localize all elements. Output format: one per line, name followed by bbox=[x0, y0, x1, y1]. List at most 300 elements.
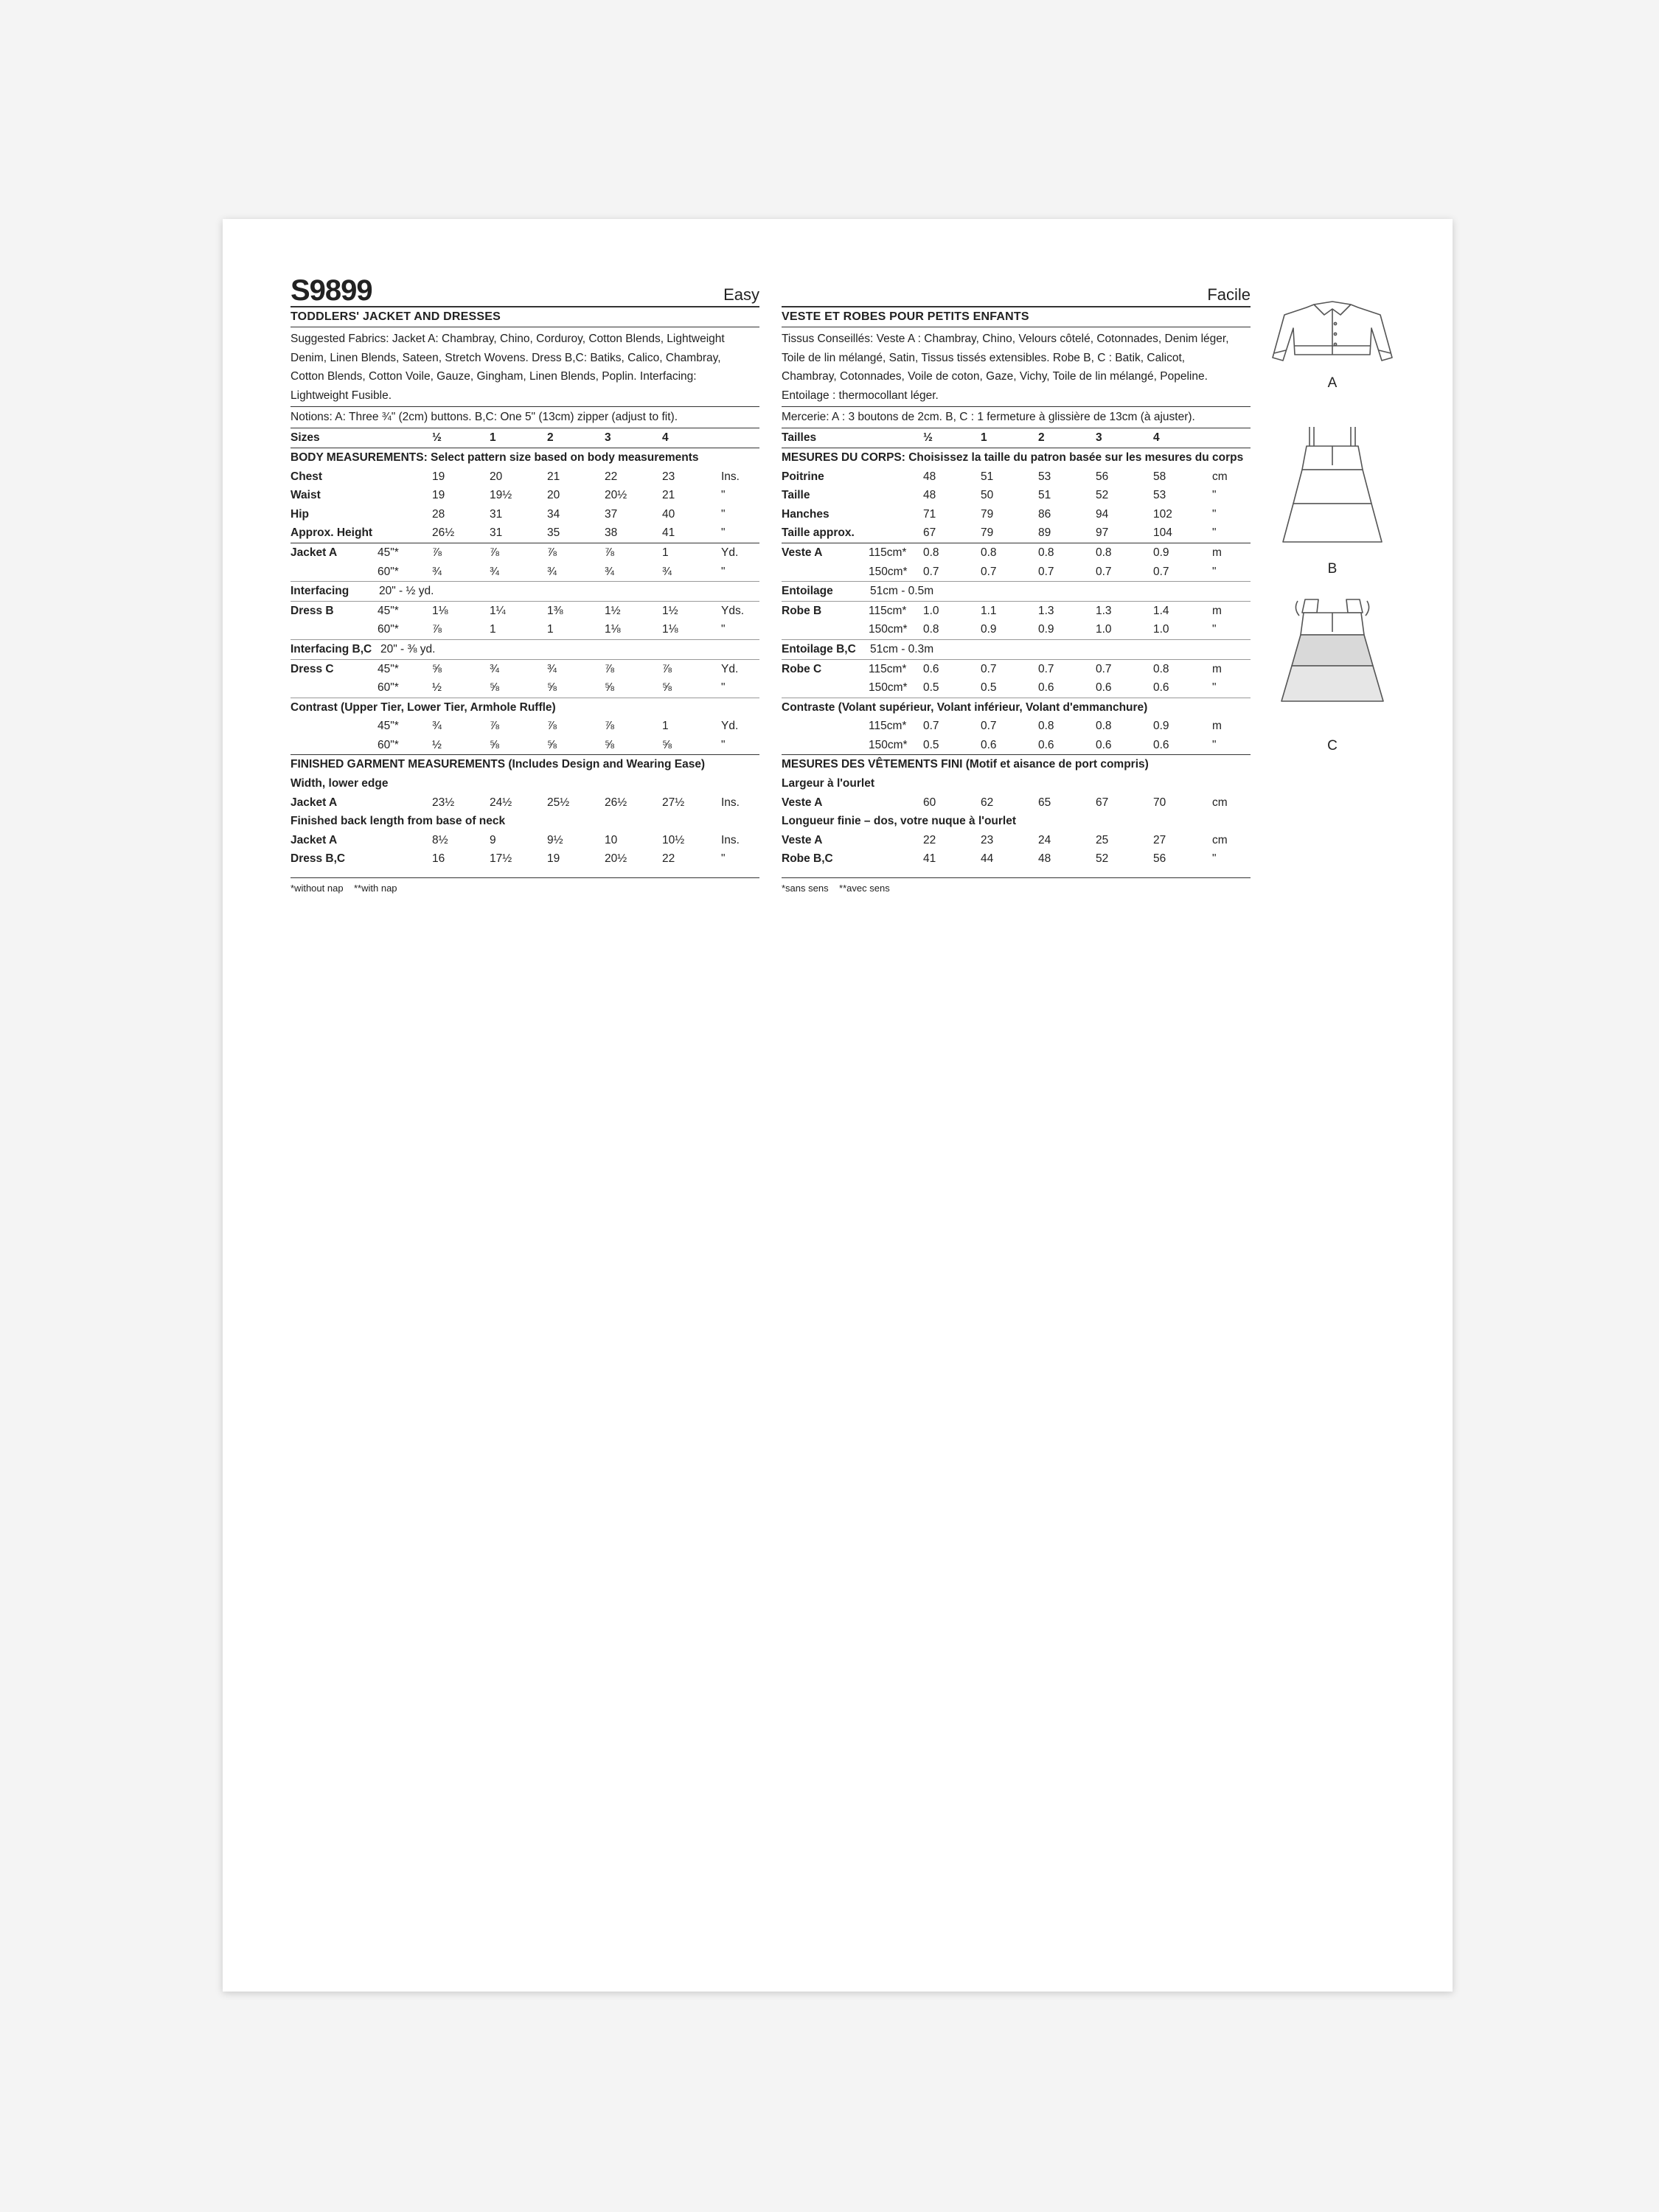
cell-value: 0.9 bbox=[981, 623, 997, 636]
row-label: Dress C bbox=[291, 662, 334, 675]
pattern-title: VESTE ET ROBES POUR PETITS ENFANTS bbox=[782, 307, 1251, 327]
cell-value: 1⅛ bbox=[662, 623, 678, 636]
cell-value: 16 bbox=[432, 852, 445, 866]
row-label: Approx. Height bbox=[291, 526, 373, 540]
cell-value: 20 bbox=[547, 489, 560, 502]
cell-value: 67 bbox=[1096, 796, 1109, 809]
size-column: 4 bbox=[1153, 431, 1160, 445]
cell-value: Yds. bbox=[721, 604, 745, 617]
cell-value: 23 bbox=[981, 833, 994, 846]
table-row bbox=[782, 660, 1251, 679]
size-column: ½ bbox=[432, 431, 442, 445]
table-row bbox=[782, 582, 1251, 601]
cell-value: 20½ bbox=[605, 489, 627, 502]
cell-value: ⅝ bbox=[432, 662, 442, 675]
cell-value: 150cm* bbox=[869, 623, 908, 636]
cell-value: 21 bbox=[547, 470, 560, 483]
cell-value: 0.6 bbox=[923, 662, 939, 675]
cell-value: 17½ bbox=[490, 852, 512, 866]
cell-value: 21 bbox=[662, 489, 675, 502]
cell-value: 0.7 bbox=[1038, 662, 1054, 675]
view-label-c: C bbox=[1327, 738, 1338, 754]
view-label-b: B bbox=[1327, 561, 1338, 577]
cell-value: 60 bbox=[923, 796, 936, 809]
dress-b-illustration bbox=[1270, 424, 1395, 554]
french-column bbox=[782, 276, 1251, 894]
cell-value: ½ bbox=[432, 738, 442, 751]
cell-value: " bbox=[1212, 681, 1217, 695]
cell-value: ⅞ bbox=[432, 623, 442, 636]
body-measurements-title bbox=[782, 448, 1251, 467]
section-title: MESURES DES VÊTEMENTS FINI (Motif et aisance de port compris) bbox=[782, 758, 1149, 771]
cell-value: 0.5 bbox=[923, 681, 939, 695]
cell-value: 0.8 bbox=[1096, 720, 1112, 733]
size-column: 3 bbox=[1096, 431, 1102, 445]
cell-value: 52 bbox=[1096, 489, 1109, 502]
cell-value: 0.8 bbox=[923, 546, 939, 559]
table-row bbox=[782, 831, 1251, 850]
cell-value: 60"* bbox=[378, 565, 399, 578]
cell-value: m bbox=[1212, 662, 1222, 675]
cell-value: 51cm - 0.5m bbox=[870, 585, 934, 598]
finished-measurements-title bbox=[291, 755, 759, 774]
cell-value: ¾ bbox=[490, 662, 499, 675]
table-row bbox=[291, 736, 759, 755]
finished-measurements bbox=[782, 754, 1251, 869]
cell-value: ⅞ bbox=[662, 662, 672, 675]
row-label: Robe C bbox=[782, 662, 822, 675]
table-row bbox=[782, 505, 1251, 524]
cell-value: " bbox=[1212, 565, 1217, 578]
cell-value: m bbox=[1212, 604, 1222, 617]
cell-value: 31 bbox=[490, 507, 503, 521]
cell-value: 27 bbox=[1153, 833, 1166, 846]
fabrics-line: Entoilage : thermocollant léger. bbox=[782, 389, 939, 402]
cell-value: ¾ bbox=[605, 565, 614, 578]
cell-value: 1⅜ bbox=[547, 604, 563, 617]
cell-value: 79 bbox=[981, 526, 994, 540]
cell-value: 45"* bbox=[378, 662, 399, 675]
cell-value: ⅝ bbox=[662, 738, 672, 751]
cell-value: ¾ bbox=[662, 565, 672, 578]
header bbox=[291, 276, 759, 307]
cell-value: 1¼ bbox=[490, 604, 506, 617]
cell-value: 67 bbox=[923, 526, 936, 540]
cell-value: 60"* bbox=[378, 738, 399, 751]
sizes-header bbox=[291, 428, 759, 448]
sizes-header bbox=[782, 428, 1251, 448]
table-row bbox=[782, 793, 1251, 813]
width-subtitle bbox=[291, 774, 759, 793]
yardage-group bbox=[782, 543, 1251, 581]
notions: Mercerie: A : 3 boutons de 2cm. B, C : 1 fermeture à glissière de 13cm (à ajuster). bbox=[782, 406, 1251, 428]
yardage-group bbox=[782, 601, 1251, 639]
finished-measurements-title bbox=[782, 755, 1251, 774]
cell-value: 53 bbox=[1038, 470, 1051, 483]
yardage-group-title bbox=[782, 698, 1251, 717]
cell-value: 35 bbox=[547, 526, 560, 540]
row-label: Interfacing bbox=[291, 585, 349, 598]
table-row bbox=[291, 640, 759, 659]
table-row bbox=[291, 793, 759, 813]
row-label: Interfacing B,C bbox=[291, 642, 372, 655]
row-label: Taille approx. bbox=[782, 526, 855, 540]
width-subtitle bbox=[782, 774, 1251, 793]
cell-value: 62 bbox=[981, 796, 994, 809]
cell-value: ¾ bbox=[547, 565, 557, 578]
cell-value: 27½ bbox=[662, 796, 685, 809]
row-label: Dress B bbox=[291, 604, 334, 617]
cell-value: 45"* bbox=[378, 546, 399, 559]
cell-value: 0.8 bbox=[1096, 546, 1112, 559]
difficulty-level: Easy bbox=[723, 285, 759, 304]
cell-value: 10 bbox=[605, 833, 618, 846]
cell-value: 60"* bbox=[378, 623, 399, 636]
cell-value: 1.0 bbox=[1096, 623, 1112, 636]
suggested-fabrics bbox=[291, 327, 759, 406]
cell-value: 115cm* bbox=[869, 604, 907, 617]
size-column: 2 bbox=[547, 431, 554, 445]
yardage-group bbox=[291, 698, 759, 755]
row-label: Veste A bbox=[782, 796, 823, 809]
cell-value: 1.1 bbox=[981, 604, 997, 617]
table-row bbox=[291, 467, 759, 487]
cell-value: 50 bbox=[981, 489, 994, 502]
cell-value: 0.7 bbox=[1153, 565, 1169, 578]
cell-value: 0.9 bbox=[1038, 623, 1054, 636]
cell-value: Ins. bbox=[721, 833, 740, 846]
row-label: Robe B bbox=[782, 604, 822, 617]
cell-value: 0.6 bbox=[1096, 738, 1112, 751]
cell-value: ⅞ bbox=[605, 720, 614, 733]
cell-value: 0.6 bbox=[1096, 681, 1112, 695]
cell-value: 104 bbox=[1153, 526, 1172, 540]
cell-value: 0.6 bbox=[981, 738, 997, 751]
cell-value: 38 bbox=[605, 526, 618, 540]
cell-value: 0.6 bbox=[1153, 738, 1169, 751]
length-subtitle bbox=[782, 812, 1251, 831]
cell-value: 31 bbox=[490, 526, 503, 540]
table-row bbox=[782, 486, 1251, 505]
cell-value: " bbox=[721, 681, 726, 695]
table-row bbox=[782, 717, 1251, 736]
fabrics-line: Lightweight Fusible. bbox=[291, 389, 392, 402]
cell-value: 8½ bbox=[432, 833, 448, 846]
row-label: Dress B,C bbox=[291, 852, 346, 866]
cell-value: 1.3 bbox=[1038, 604, 1054, 617]
cell-value: Yd. bbox=[721, 720, 739, 733]
jacket-a-illustration bbox=[1270, 299, 1395, 378]
cell-value: 23 bbox=[662, 470, 675, 483]
cell-value: 115cm* bbox=[869, 546, 907, 559]
row-label: Taille bbox=[782, 489, 810, 502]
fabrics-line: Tissus Conseillés: Veste A : Chambray, Chino, Velours côtelé, Cotonnades, Denim léger, bbox=[782, 333, 1229, 345]
cell-value: ⅝ bbox=[662, 681, 672, 695]
cell-value: 0.7 bbox=[981, 565, 997, 578]
cell-value: 86 bbox=[1038, 507, 1051, 521]
cell-value: 0.6 bbox=[1153, 681, 1169, 695]
section-title: BODY MEASUREMENTS: Select pattern size based on body measurements bbox=[291, 451, 699, 464]
cell-value: " bbox=[1212, 489, 1217, 502]
cell-value: 37 bbox=[605, 507, 618, 521]
cell-value: 41 bbox=[662, 526, 675, 540]
cell-value: 0.7 bbox=[981, 662, 997, 675]
yardage-group-title bbox=[291, 698, 759, 717]
cell-value: 1 bbox=[490, 623, 496, 636]
yardage-group bbox=[291, 659, 759, 698]
row-label: Veste A bbox=[782, 833, 823, 846]
cell-value: 71 bbox=[923, 507, 936, 521]
cell-value: ⅝ bbox=[547, 738, 557, 751]
cell-value: 34 bbox=[547, 507, 560, 521]
cell-value: 65 bbox=[1038, 796, 1051, 809]
cell-value: 25 bbox=[1096, 833, 1109, 846]
size-column: 3 bbox=[605, 431, 611, 445]
cell-value: 0.7 bbox=[1096, 565, 1112, 578]
cell-value: 23½ bbox=[432, 796, 455, 809]
header bbox=[782, 276, 1251, 307]
cell-value: ⅞ bbox=[490, 720, 499, 733]
row-label: Entoilage bbox=[782, 585, 833, 598]
cell-value: cm bbox=[1212, 796, 1228, 809]
cell-value: 79 bbox=[981, 507, 994, 521]
cell-value: ⅞ bbox=[547, 720, 557, 733]
cell-value: Yd. bbox=[721, 546, 739, 559]
cell-value: m bbox=[1212, 720, 1222, 733]
cell-value: ⅝ bbox=[490, 681, 499, 695]
cell-value: 0.8 bbox=[923, 623, 939, 636]
cell-value: 150cm* bbox=[869, 681, 908, 695]
row-label: Veste A bbox=[782, 546, 823, 559]
cell-value: ¾ bbox=[547, 662, 557, 675]
row-label: Jacket A bbox=[291, 833, 338, 846]
measurement-tables bbox=[782, 428, 1251, 894]
table-row bbox=[291, 582, 759, 601]
cell-value: ⅞ bbox=[547, 546, 557, 559]
cell-value: 24 bbox=[1038, 833, 1051, 846]
cell-value: 115cm* bbox=[869, 662, 907, 675]
cell-value: 26½ bbox=[432, 526, 455, 540]
group-title: Contrast (Upper Tier, Lower Tier, Armhole Ruffle) bbox=[291, 700, 556, 714]
cell-value: 0.8 bbox=[981, 546, 997, 559]
subtitle: Largeur à l'ourlet bbox=[782, 777, 874, 790]
section-title: FINISHED GARMENT MEASUREMENTS (Includes Design and Wearing Ease) bbox=[291, 758, 706, 771]
cell-value: " bbox=[1212, 526, 1217, 540]
fabrics-line: Cotton Blends, Cotton Voile, Gauze, Gingham, Linen Blends, Poplin. Interfacing: bbox=[291, 370, 697, 383]
cell-value: 22 bbox=[662, 852, 675, 866]
fabrics-line: Denim, Linen Blends, Sateen, Stretch Wovens. Dress B,C: Batiks, Calico, Chambray, bbox=[291, 351, 721, 364]
row-label: Entoilage B,C bbox=[782, 642, 856, 655]
cell-value: ¾ bbox=[490, 565, 499, 578]
table-row bbox=[291, 602, 759, 621]
cell-value: 41 bbox=[923, 852, 936, 866]
cell-value: " bbox=[721, 565, 726, 578]
cell-value: 56 bbox=[1096, 470, 1109, 483]
table-row bbox=[782, 678, 1251, 698]
table-row bbox=[291, 486, 759, 505]
fabrics-line: Toile de lin mélangé, Satin, Tissus tissés extensibles. Robe B, C : Batik, Calicot, bbox=[782, 351, 1186, 364]
cell-value: 1.4 bbox=[1153, 604, 1169, 617]
cell-value: 9 bbox=[490, 833, 496, 846]
cell-value: 1 bbox=[547, 623, 554, 636]
table-row bbox=[291, 563, 759, 582]
cell-value: 44 bbox=[981, 852, 994, 866]
cell-value: 19 bbox=[432, 470, 445, 483]
cell-value: 26½ bbox=[605, 796, 627, 809]
pattern-title: TODDLERS' JACKET AND DRESSES bbox=[291, 307, 759, 327]
cell-value: 94 bbox=[1096, 507, 1109, 521]
cell-value: " bbox=[721, 623, 726, 636]
cell-value: ¾ bbox=[432, 565, 442, 578]
yardage-group bbox=[782, 659, 1251, 698]
suggested-fabrics bbox=[782, 327, 1251, 406]
cell-value: 20" - ½ yd. bbox=[379, 585, 434, 598]
cell-value: " bbox=[721, 738, 726, 751]
table-row bbox=[782, 543, 1251, 563]
cell-value: 20" - ⅜ yd. bbox=[380, 642, 436, 655]
cell-value: 56 bbox=[1153, 852, 1166, 866]
cell-value: 0.8 bbox=[1153, 662, 1169, 675]
cell-value: 0.5 bbox=[981, 681, 997, 695]
cell-value: " bbox=[1212, 738, 1217, 751]
cell-value: ½ bbox=[432, 681, 442, 695]
cell-value: Ins. bbox=[721, 470, 740, 483]
size-column: ½ bbox=[923, 431, 933, 445]
cell-value: 58 bbox=[1153, 470, 1166, 483]
cell-value: 89 bbox=[1038, 526, 1051, 540]
cell-value: 1 bbox=[662, 546, 669, 559]
cell-value: ⅝ bbox=[605, 738, 614, 751]
cell-value: 115cm* bbox=[869, 720, 907, 733]
table-row bbox=[782, 524, 1251, 543]
fabrics-line: Chambray, Cotonnades, Voile de coton, Gaze, Vichy, Toile de lin mélangé, Popeline. bbox=[782, 370, 1208, 383]
cell-value: ¾ bbox=[432, 720, 442, 733]
cell-value: 0.7 bbox=[923, 720, 939, 733]
cell-value: 0.8 bbox=[1038, 546, 1054, 559]
cell-value: 0.9 bbox=[1153, 546, 1169, 559]
cell-value: 60"* bbox=[378, 681, 399, 695]
cell-value: 1⅛ bbox=[432, 604, 448, 617]
yardage-group bbox=[782, 698, 1251, 755]
table-row bbox=[782, 602, 1251, 621]
cell-value: 0.6 bbox=[1038, 738, 1054, 751]
cell-value: 0.7 bbox=[1096, 662, 1112, 675]
cell-value: 9½ bbox=[547, 833, 563, 846]
cell-value: 48 bbox=[923, 470, 936, 483]
table-row bbox=[782, 640, 1251, 659]
cell-value: 19½ bbox=[490, 489, 512, 502]
cell-value: ⅞ bbox=[605, 662, 614, 675]
table-row bbox=[291, 505, 759, 524]
table-row bbox=[782, 736, 1251, 755]
subtitle: Longueur finie – dos, votre nuque à l'ourlet bbox=[782, 815, 1017, 828]
cell-value: ⅝ bbox=[605, 681, 614, 695]
yardage-group bbox=[291, 581, 759, 601]
cell-value: " bbox=[721, 526, 726, 540]
cell-value: Yd. bbox=[721, 662, 739, 675]
fabrics-line: Suggested Fabrics: Jacket A: Chambray, Chino, Corduroy, Cotton Blends, Lightweight bbox=[291, 333, 725, 345]
size-column: 2 bbox=[1038, 431, 1045, 445]
table-row bbox=[291, 831, 759, 850]
cell-value: ⅞ bbox=[490, 546, 499, 559]
cell-value: " bbox=[721, 489, 726, 502]
size-column: 1 bbox=[981, 431, 987, 445]
footnote: *without nap **with nap bbox=[291, 883, 397, 894]
yardage-group bbox=[291, 543, 759, 581]
cell-value: 48 bbox=[1038, 852, 1051, 866]
cell-value: 0.6 bbox=[1038, 681, 1054, 695]
table-row bbox=[291, 849, 759, 869]
cell-value: 45"* bbox=[378, 604, 399, 617]
cell-value: ⅝ bbox=[490, 738, 499, 751]
notions: Notions: A: Three ¾" (2cm) buttons. B,C: One 5" (13cm) zipper (adjust to fit). bbox=[291, 406, 759, 428]
cell-value: ⅝ bbox=[547, 681, 557, 695]
row-label: Waist bbox=[291, 489, 321, 502]
row-label: Chest bbox=[291, 470, 323, 483]
cell-value: 150cm* bbox=[869, 738, 908, 751]
row-label: Jacket A bbox=[291, 546, 338, 559]
row-label: Hanches bbox=[782, 507, 830, 521]
cell-value: " bbox=[1212, 507, 1217, 521]
cell-value: cm bbox=[1212, 833, 1228, 846]
cell-value: 1.3 bbox=[1096, 604, 1112, 617]
cell-value: " bbox=[721, 852, 726, 866]
table-row bbox=[291, 524, 759, 543]
english-column bbox=[291, 276, 759, 894]
table-row bbox=[291, 660, 759, 679]
cell-value: 48 bbox=[923, 489, 936, 502]
table-row bbox=[291, 543, 759, 563]
yardage-group bbox=[782, 581, 1251, 601]
measurement-tables bbox=[291, 428, 759, 894]
yardage-group bbox=[291, 601, 759, 639]
table-row bbox=[291, 678, 759, 698]
body-measurements-title bbox=[291, 448, 759, 467]
row-label: Jacket A bbox=[291, 796, 338, 809]
cell-value: 1 bbox=[662, 720, 669, 733]
cell-value: 22 bbox=[605, 470, 618, 483]
cell-value: 97 bbox=[1096, 526, 1109, 540]
cell-value: ⅞ bbox=[432, 546, 442, 559]
cell-value: " bbox=[1212, 852, 1217, 866]
table-row bbox=[782, 849, 1251, 869]
footnote: *sans sens **avec sens bbox=[782, 883, 890, 894]
cell-value: 28 bbox=[432, 507, 445, 521]
table-row bbox=[291, 717, 759, 736]
cell-value: 150cm* bbox=[869, 565, 908, 578]
table-row bbox=[782, 620, 1251, 639]
pattern-envelope-back bbox=[223, 219, 1453, 1992]
cell-value: 19 bbox=[432, 489, 445, 502]
cell-value: 70 bbox=[1153, 796, 1166, 809]
cell-value: 19 bbox=[547, 852, 560, 866]
size-column: 4 bbox=[662, 431, 669, 445]
cell-value: 51cm - 0.3m bbox=[870, 642, 934, 655]
cell-value: 45"* bbox=[378, 720, 399, 733]
finished-measurements bbox=[291, 754, 759, 869]
cell-value: 1½ bbox=[605, 604, 621, 617]
cell-value: 10½ bbox=[662, 833, 685, 846]
cell-value: 1⅛ bbox=[605, 623, 621, 636]
cell-value: 40 bbox=[662, 507, 675, 521]
cell-value: 0.7 bbox=[923, 565, 939, 578]
cell-value: " bbox=[1212, 623, 1217, 636]
yardage-group bbox=[782, 639, 1251, 659]
cell-value: 0.7 bbox=[1038, 565, 1054, 578]
cell-value: 20½ bbox=[605, 852, 627, 866]
cell-value: ⅞ bbox=[605, 546, 614, 559]
difficulty-level: Facile bbox=[1207, 285, 1251, 304]
